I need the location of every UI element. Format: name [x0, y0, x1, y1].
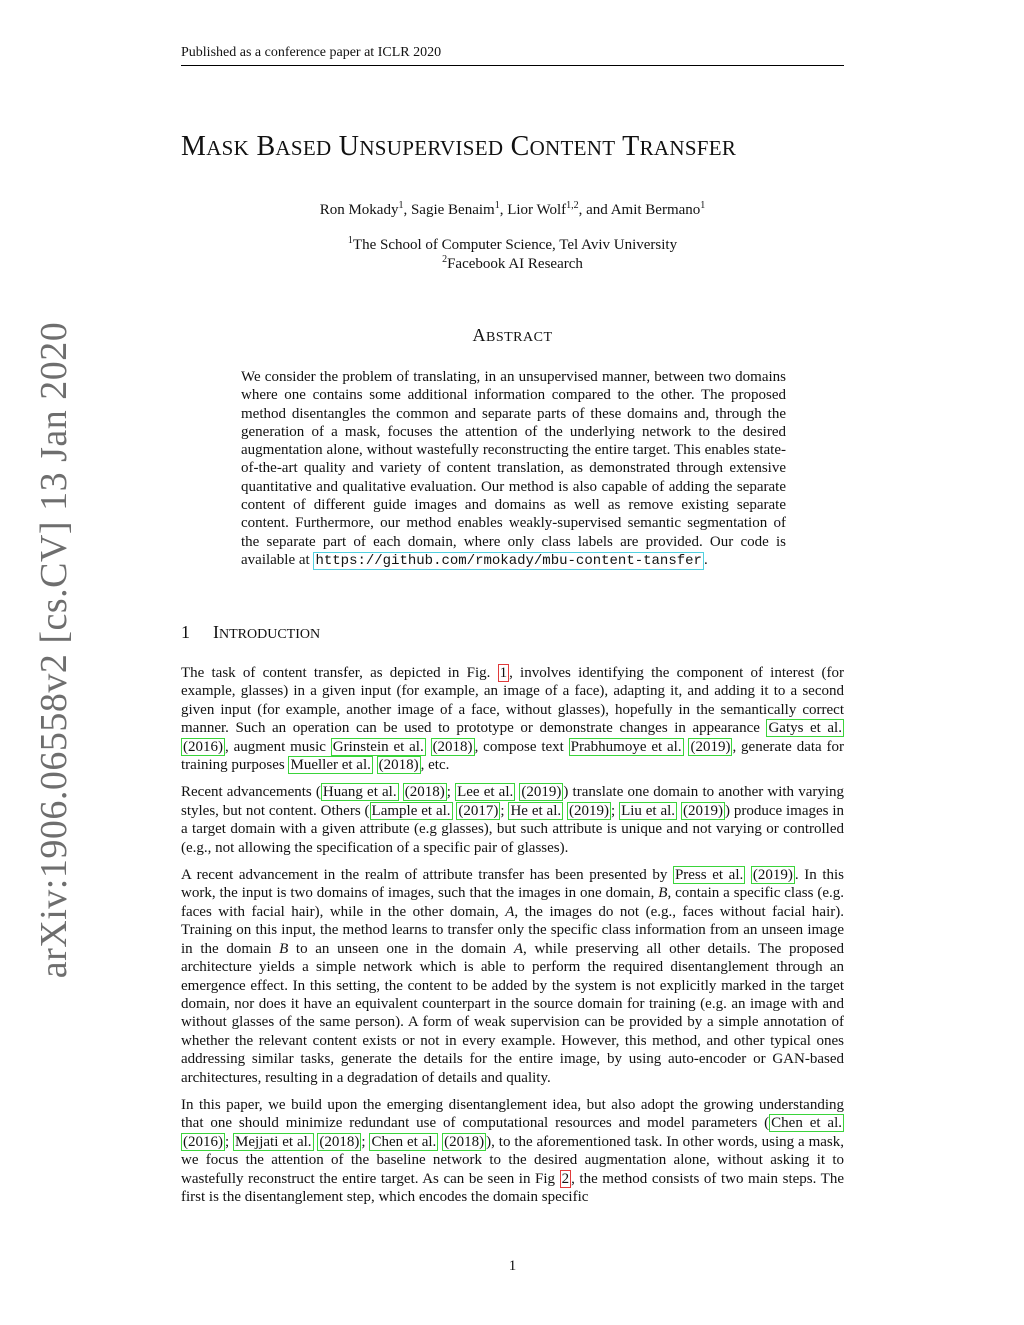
title-word: BASED — [256, 131, 332, 162]
citation-link[interactable]: Mejjati et al. — [235, 1133, 312, 1150]
citation-year-link[interactable]: (2019) — [521, 784, 562, 801]
citation-link[interactable]: Chen et al. — [771, 1115, 842, 1132]
citation-link[interactable]: Gatys et al. — [768, 720, 842, 737]
paper-title — [181, 131, 881, 163]
citation-link[interactable]: Mueller et al. — [290, 757, 371, 774]
author: Sagie Benaim — [410, 202, 495, 218]
citation-year-link[interactable]: (2019) — [569, 802, 610, 819]
title-word: MASK — [181, 131, 250, 162]
citation-link[interactable]: Press et al. — [674, 867, 744, 884]
affiliation: $^1$The School of Computer Science, Tel Aviv University — [347, 235, 678, 253]
citation-link[interactable]: Chen et al. — [371, 1133, 437, 1150]
math-variable: B — [658, 885, 668, 902]
paragraph: In this paper, we build upon the emerging disentanglement idea, but also adopt the growing understanding that one should minimize redundant use of computational resources and model parameters ( Chen et al. (2016) ; Mejjati et al. (2018) ; Chen et al. (2018) ), to the aforementioned task. In other words, using a mask, we focus the attention of the baseline network to the desired augmentation alone, without asking it to wastefully reconstruct the entire target. As can be seen in Fig 2 , the method consists of two main steps. The first is the disentanglement step, which encodes the domain specific — [181, 1096, 844, 1205]
affiliation: $^2$Facebook AI Research — [442, 254, 583, 272]
figure-ref-link[interactable]: 1 — [499, 665, 508, 681]
section-heading: 1 INTRODUCTION — [181, 622, 321, 642]
citation-link[interactable]: Lee et al. — [457, 784, 514, 801]
citation-year-link[interactable]: (2018) — [378, 757, 419, 774]
citation-year-link[interactable]: (2018) — [404, 784, 445, 801]
citation-link[interactable]: Huang et al. — [322, 784, 397, 801]
citation-year-link[interactable]: (2016) — [183, 1133, 223, 1150]
citation-year-link[interactable]: (2019) — [690, 738, 731, 755]
citation-year-link[interactable]: (2018) — [319, 1133, 360, 1150]
citation-link[interactable]: Liu et al. — [621, 802, 676, 819]
section-body — [181, 664, 844, 1215]
citation-link[interactable]: Prabhumoye et al. — [570, 738, 682, 755]
paragraph: A recent advancement in the realm of attribute transfer has been presented by Press et al. (2019) . In this work, the input is two domains of images, such that the images in one domain, B, contain a specific class (e.g. faces with facial hair), while in the other domain, A, the images do not (e.g., faces without facial hair). Training on this input, the method learns to transfer only the specific class information from an unseen image in the domain B to an unseen one in the domain A, while preserving all other details. The proposed architecture yields a simple network which is able to perform the required disentanglement through an emergence effect. In this setting, the content to be added by the system is not explicitly marked in the target domain, nor does it have an equivalent counterpart in the source domain for training (e.g. an image with and without glasses of the same person). A form of weak supervision can be provided by a simple annotation of whether the relevant content exists or not in every example. However, this method, and other typical ones addressing similar tasks, generate the details for the entire image, by using auto-encoder or GAN-based architectures, resulting in a degradation of details and quality. — [181, 867, 845, 1086]
arxiv-identifier: arXiv:1906.06558v2 [cs.CV] 13 Jan 2020 — [33, 321, 75, 979]
author: Amit Bermano — [610, 202, 701, 218]
author: Lior Wolf — [507, 202, 567, 218]
math-variable: A — [513, 940, 524, 957]
citation-link[interactable]: He et al. — [510, 802, 562, 819]
citation-year-link[interactable]: (2018) — [444, 1133, 485, 1150]
title-word: TRANSFER — [622, 131, 737, 162]
paragraph: Recent advancements ( Huang et al. (2018) ; Lee et al. (2019) ) translate one domain to another with varying styles, but not content. Others ( Lample et al. (2017) ; He et al. (2019) ; Liu et al. (2019) ) produce images in a target domain with a given attribute (e.g glasses), but such attribute is unique and not varying or controlled (e.g., not allowing the specification of a specific pair of glasses). — [181, 784, 845, 856]
running-header: Published as a conference paper at ICLR 2020 — [181, 44, 844, 66]
author: Ron Mokady — [319, 202, 399, 218]
citation-link[interactable]: Grinstein et al. — [332, 738, 424, 755]
citation-year-link[interactable]: (2019) — [682, 802, 723, 819]
abstract-body: We consider the problem of translating, in an unsupervised manner, between two domains where one contains some additional information compared to the other. The proposed method disentangles the common and separate parts of these domains and, through the generation of a mask, focuses the attention of the underlying network to the desired augmentation alone, without wastefully reconstructing the entire target. This enables state-of-the-art quality and variety of content translation, as demonstrated through extensive quantitative and qualitative evaluation. Our method is also capable of adding the separate content of different guide images and domains as well as remove existing separate content. Furthermore, our method enables weakly-supervised semantic segmentation of the separate part of each domain, where only class labels are provided. Our code is available at https://github.com/rmokady/mbu-content-tansfer . — [241, 369, 786, 569]
citation-year-link[interactable]: (2019) — [752, 867, 793, 884]
math-variable: B — [279, 940, 289, 957]
page-number: 1 — [508, 1258, 517, 1274]
paragraph: The task of content transfer, as depicted in Fig. 1 , involves identifying the component of interest (for example, glasses) in a given input (for example, an image of a face), adapting it, and adding it to a second given input (for example, another image of a face, without glasses), hopefully in the semantically correct manner. Such an operation can be used to prototype or demonstrate changes in appearance Gatys et al. (2016) , augment music Grinstein et al. (2018) , compose text Prabhumoye et al. (2019) , generate data for training purposes Mueller et al. (2018) , etc. — [181, 665, 845, 774]
affiliations — [181, 236, 844, 274]
author-list: Ron Mokady$^1$, Sagie Benaim$^1$, Lior Wolf$^{1,2}$, and Amit Bermano$^1$ — [319, 200, 706, 218]
citation-year-link[interactable]: (2018) — [432, 738, 473, 755]
abstract-heading: ABSTRACT — [472, 325, 553, 345]
title-word: CONTENT — [510, 131, 616, 162]
figure-ref-link[interactable]: 2 — [561, 1170, 570, 1187]
math-variable: A — [505, 903, 515, 920]
title-word: UNSUPERVISED — [338, 131, 504, 162]
citation-year-link[interactable]: (2017) — [458, 802, 499, 819]
citation-year-link[interactable]: (2016) — [183, 738, 223, 755]
code-url-link[interactable]: https://github.com/rmokady/mbu-content-tansfer — [315, 552, 702, 569]
citation-link[interactable]: Lample et al. — [371, 802, 451, 819]
